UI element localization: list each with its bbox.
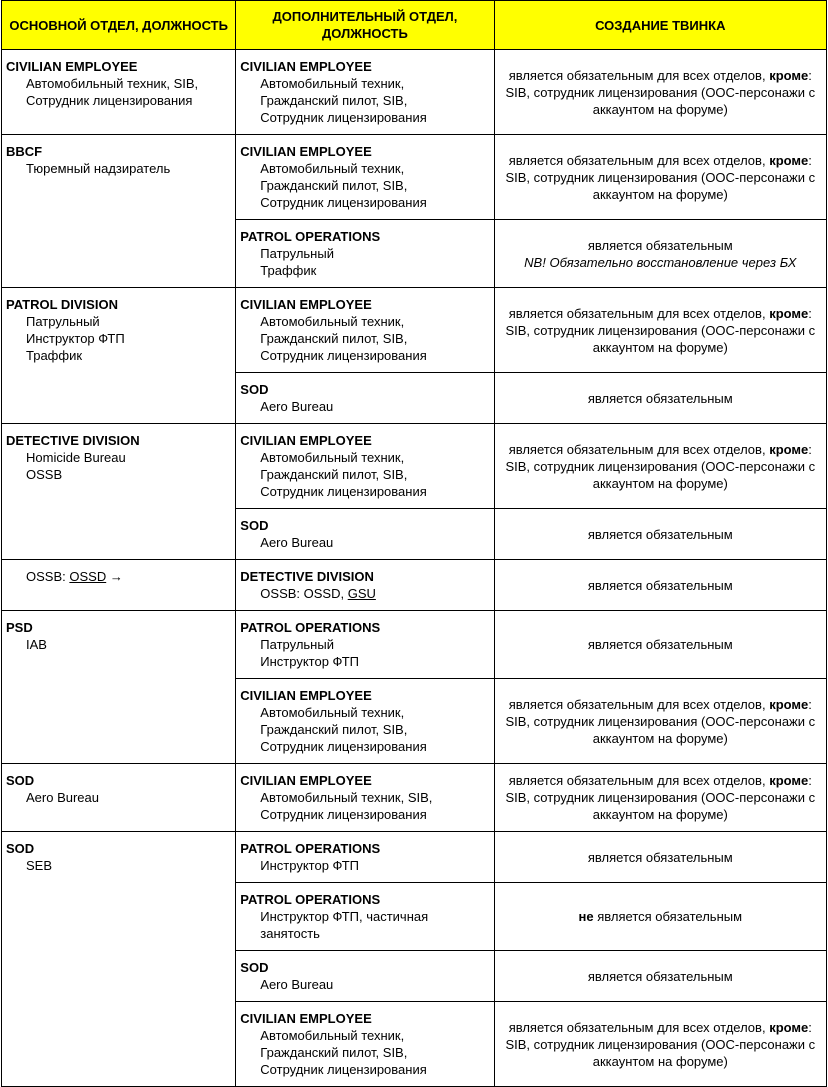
twink-rule-cell	[494, 135, 826, 220]
twink-rule-cell	[494, 560, 826, 611]
position: OSSB	[26, 467, 63, 482]
rule-text: является обязательным	[587, 968, 733, 984]
dept-title: CIVILIAN EMPLOYEE	[240, 773, 372, 788]
twink-rule-cell	[494, 220, 826, 288]
position: Сотрудник лицензирования	[260, 195, 427, 210]
dept-title: CIVILIAN EMPLOYEE	[240, 59, 372, 74]
position: Сотрудник лицензирования	[260, 348, 427, 363]
arrow-right-icon: →	[109, 569, 123, 584]
main-dept-cell	[2, 611, 236, 764]
dept-title: PATROL OPERATIONS	[240, 892, 381, 907]
main-dept-cell	[2, 135, 236, 288]
dept-title: CIVILIAN EMPLOYEE	[240, 688, 372, 703]
rule-exception: кроме	[769, 441, 809, 457]
table-row	[2, 560, 827, 611]
rule-exception: кроме	[769, 305, 809, 321]
rule-text: : SIB, сотрудник лицензирования (ООС-персонажи с аккаунтом на форуме)	[505, 305, 816, 355]
position: Патрульный	[260, 637, 334, 652]
secondary-dept-cell	[236, 764, 494, 832]
rule-text: является обязательным для всех отделов,	[508, 305, 766, 321]
dept-title: SOD	[240, 382, 269, 397]
dept-title: DETECTIVE DIVISION	[6, 433, 140, 448]
table-row	[2, 832, 827, 883]
dept-title: CIVILIAN EMPLOYEE	[240, 433, 372, 448]
rule-text: : SIB, сотрудник лицензирования (ООС-персонажи с аккаунтом на форуме)	[505, 773, 816, 822]
dept-title: PATROL OPERATIONS	[240, 620, 381, 635]
table-row	[2, 135, 827, 220]
twink-rule-cell	[494, 832, 826, 883]
table-header	[2, 1, 827, 50]
dept-title: CIVILIAN EMPLOYEE	[240, 144, 372, 159]
position: Траффик	[260, 263, 317, 278]
position: Траффик	[26, 348, 83, 363]
rule-text: является обязательным	[587, 849, 733, 865]
position: Тюремный надзиратель	[26, 161, 171, 176]
twink-rule-cell	[494, 373, 826, 424]
rule-exception: кроме	[769, 773, 809, 788]
table-row	[2, 764, 827, 832]
secondary-dept-cell	[236, 883, 494, 951]
position: Aero Bureau	[260, 399, 334, 414]
rule-exception: кроме	[769, 696, 809, 712]
position: Aero Bureau	[260, 977, 334, 992]
position	[240, 585, 489, 602]
position: Автомобильный техник,	[260, 161, 405, 176]
twink-rules-table	[1, 0, 827, 1087]
secondary-dept-cell	[236, 679, 494, 764]
twink-rule-cell	[494, 611, 826, 679]
main-dept-cell	[2, 50, 236, 135]
twink-rule-cell	[494, 883, 826, 951]
dept-title: DETECTIVE DIVISION	[240, 569, 374, 584]
twink-rule-cell	[494, 1002, 826, 1087]
position: Автомобильный техник,	[260, 705, 405, 720]
position: Гражданский пилот, SIB,	[260, 178, 408, 193]
main-dept-cell	[2, 832, 236, 1087]
twink-rule-cell	[494, 288, 826, 373]
position: Инструктор ФТП	[260, 858, 359, 873]
rule-text: : SIB, сотрудник лицензирования (ООС-персонажи с аккаунтом на форуме)	[505, 67, 816, 117]
secondary-dept-cell	[236, 135, 494, 220]
secondary-dept-cell	[236, 560, 494, 611]
position: Инструктор ФТП	[26, 331, 125, 346]
rule-text: является обязательным для всех отделов,	[508, 773, 766, 788]
header-secondary-department: ДОПОЛНИТЕЛЬНЫЙ ОТДЕЛ, ДОЛЖНОСТЬ	[236, 1, 494, 50]
secondary-dept-cell	[236, 288, 494, 373]
position: Патрульный	[260, 246, 334, 261]
twink-rule-cell	[494, 50, 826, 135]
position: Сотрудник лицензирования	[260, 739, 427, 754]
table-row	[2, 424, 827, 509]
position: Гражданский пилот, SIB,	[260, 93, 408, 108]
dept-title: BBCF	[6, 144, 43, 159]
rule-exception: кроме	[769, 152, 809, 168]
position: Aero Bureau	[26, 790, 99, 805]
position: Гражданский пилот, SIB,	[260, 331, 408, 346]
rule-negation: не	[578, 909, 594, 924]
position: Сотрудник лицензирования	[260, 484, 427, 499]
rule-text: является обязательным для всех отделов,	[508, 1019, 766, 1035]
rule-text: является обязательным для всех отделов,	[508, 696, 766, 712]
rule-text: является обязательным	[587, 526, 733, 542]
position: Сотрудник лицензирования	[260, 807, 427, 822]
secondary-dept-cell	[236, 951, 494, 1002]
rule-text: является обязательным	[593, 909, 743, 924]
dept-title: PATROL DIVISION	[6, 297, 118, 312]
rule-text: является обязательным для всех отделов,	[508, 152, 766, 168]
dept-title: SOD	[240, 518, 269, 533]
position: Инструктор ФТП, частичная занятость	[260, 909, 429, 941]
twink-rule-cell	[494, 509, 826, 560]
dept-title: SOD	[240, 960, 269, 975]
main-dept-cell	[2, 560, 236, 611]
main-dept-cell	[2, 764, 236, 832]
main-dept-cell	[2, 288, 236, 424]
position: Автомобильный техник, SIB,	[26, 76, 199, 91]
secondary-dept-cell	[236, 832, 494, 883]
position: Патрульный	[26, 314, 100, 329]
position: Homicide Bureau	[26, 450, 126, 465]
secondary-dept-cell	[236, 1002, 494, 1087]
secondary-dept-cell	[236, 220, 494, 288]
table-row	[2, 288, 827, 373]
position: Aero Bureau	[260, 535, 334, 550]
position: Сотрудник лицензирования	[260, 110, 427, 125]
rule-text: : SIB, сотрудник лицензирования (ООС-персонажи с аккаунтом на форуме)	[505, 696, 816, 746]
gsu-link: GSU	[347, 586, 376, 601]
position-prefix: OSSB:	[26, 569, 70, 584]
rule-text: является обязательным для всех отделов,	[508, 67, 766, 83]
position: Автомобильный техник,	[260, 76, 405, 91]
position: SEB	[26, 858, 53, 873]
position: Гражданский пилот, SIB,	[260, 1045, 408, 1060]
position: Автомобильный техник,	[260, 314, 405, 329]
dept-title: SOD	[6, 841, 35, 856]
secondary-dept-cell	[236, 373, 494, 424]
position: IAB	[26, 637, 47, 652]
position: Инструктор ФТП	[260, 654, 359, 669]
header-twink-creation: СОЗДАНИЕ ТВИНКА	[494, 1, 826, 50]
table-row	[2, 50, 827, 135]
table-row	[2, 611, 827, 679]
twink-rule-cell	[494, 951, 826, 1002]
secondary-dept-cell	[236, 611, 494, 679]
secondary-dept-cell	[236, 424, 494, 509]
main-dept-cell	[2, 424, 236, 560]
rule-text: : SIB, сотрудник лицензирования (ООС-персонажи с аккаунтом на форуме)	[505, 1019, 816, 1069]
rule-text: : SIB, сотрудник лицензирования (ООС-персонажи с аккаунтом на форуме)	[505, 441, 816, 491]
position: Сотрудник лицензирования	[260, 1062, 427, 1077]
rule-exception: кроме	[769, 67, 809, 83]
dept-title: PATROL OPERATIONS	[240, 229, 381, 244]
position-prefix: OSSB: OSSD,	[260, 586, 348, 601]
dept-title: CIVILIAN EMPLOYEE	[240, 297, 372, 312]
rule-text: является обязательным	[587, 637, 733, 652]
rule-text: является обязательным для всех отделов,	[508, 441, 766, 457]
position: Сотрудник лицензирования	[26, 93, 193, 108]
dept-title: SOD	[6, 773, 35, 788]
dept-title: PATROL OPERATIONS	[240, 841, 381, 856]
position: Гражданский пилот, SIB,	[260, 722, 408, 737]
dept-title: CIVILIAN EMPLOYEE	[240, 1011, 372, 1026]
position	[6, 568, 231, 585]
position: Автомобильный техник,	[260, 450, 405, 465]
secondary-dept-cell	[236, 509, 494, 560]
position: Гражданский пилот, SIB,	[260, 467, 408, 482]
position: Автомобильный техник,	[260, 1028, 405, 1043]
rule-exception: кроме	[769, 1019, 809, 1035]
position: Автомобильный техник, SIB,	[260, 790, 433, 805]
ossd-link: OSSD	[69, 569, 107, 584]
header-main-department: ОСНОВНОЙ ОТДЕЛ, ДОЛЖНОСТЬ	[2, 1, 236, 50]
dept-title: PSD	[6, 620, 33, 635]
twink-rule-cell	[494, 764, 826, 832]
twink-rule-cell	[494, 679, 826, 764]
rule-text: является обязательным	[587, 390, 733, 406]
rule-note: NB! Обязательно восстановление через БХ	[524, 254, 797, 270]
rule-text: : SIB, сотрудник лицензирования (ООС-персонажи с аккаунтом на форуме)	[505, 152, 816, 202]
rule-text: является обязательным	[587, 237, 733, 253]
secondary-dept-cell	[236, 50, 494, 135]
twink-rule-cell	[494, 424, 826, 509]
rule-text: является обязательным	[587, 577, 733, 593]
dept-title: CIVILIAN EMPLOYEE	[6, 59, 138, 74]
